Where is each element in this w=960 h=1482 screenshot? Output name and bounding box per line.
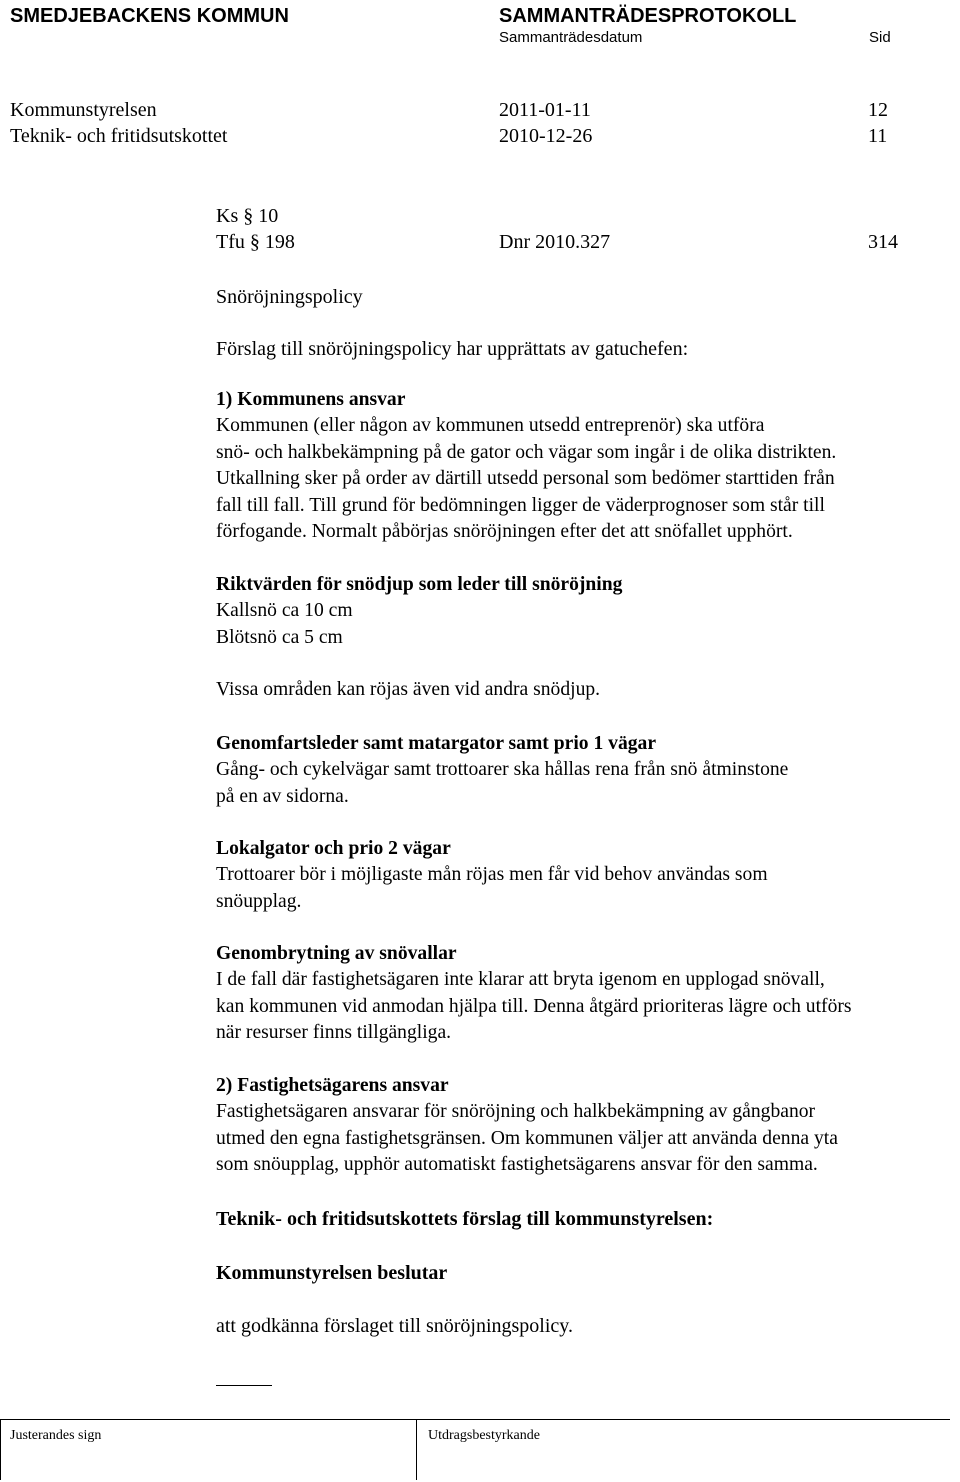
text-line: när resurser finns tillgängliga. [216, 1022, 452, 1044]
intro-text: Förslag till snöröjningspolicy har upprättats av gatuchefen: [216, 338, 689, 360]
meeting-date-2: 2010-12-26 [499, 125, 593, 147]
text-line: som snöupplag, upphör automatiskt fastighetsägarens ansvar för den samma. [216, 1154, 818, 1176]
section-heading: 2) Fastighetsägarens ansvar [216, 1075, 449, 1096]
diary-number-suffix: 314 [868, 231, 898, 253]
meeting-page-1: 12 [868, 99, 888, 121]
text-line: I de fall där fastighetsägaren inte klarar att bryta igenom en upplogad snövall, [216, 969, 825, 991]
text-line: på en av sidorna. [216, 785, 349, 807]
section-heading: 1) Kommunens ansvar [216, 389, 406, 410]
meeting-date-1: 2011-01-11 [499, 99, 591, 121]
section-heading: Genombrytning av snövallar [216, 943, 457, 964]
doc-type: SAMMANTRÄDESPROTOKOLL [499, 5, 797, 27]
text-line: fall till fall. Till grund för bedömningen ligger de väderprognoser som står till [216, 494, 825, 516]
text-line: Blötsnö ca 5 cm [216, 626, 343, 648]
text-line: Trottoarer bör i möjligaste mån röjas men får vid behov användas som [216, 864, 768, 886]
section-heading: Genomfartsleder samt matargator samt prio 1 vägar [216, 733, 657, 754]
extract-certification-label: Utdragsbestyrkande [428, 1428, 540, 1443]
closing-rule [216, 1385, 272, 1386]
text-line: snö- och halkbekämpning på de gator och vägar som ingår i de olika distrikten. [216, 441, 837, 463]
text-line: förfogande. Normalt påbörjas snöröjningen efter det att snöfallet upphört. [216, 521, 793, 543]
text-line: Vissa områden kan röjas även vid andra snödjup. [216, 679, 601, 701]
section-through-roads [216, 731, 960, 810]
date-label: Sammanträdesdatum [499, 29, 643, 46]
section-municipality-responsibility [216, 387, 960, 545]
tfu-paragraph: Tfu § 198 [216, 231, 295, 253]
section-heading: Lokalgator och prio 2 vägar [216, 838, 451, 859]
footer-divider-left [0, 1420, 1, 1480]
decision-text: att godkänna förslaget till snöröjningspolicy. [216, 1315, 573, 1337]
text-line: Fastighetsägaren ansvarar för snöröjning och halkbekämpning av gångbanor [216, 1101, 816, 1123]
text-line: Utkallning sker på order av därtill utsedd personal som bedömer starttiden från [216, 468, 835, 490]
text-line: snöupplag. [216, 890, 302, 912]
text-line: utmed den egna fastighetsgränsen. Om kommunen väljer att använda denna yta [216, 1127, 838, 1149]
page-title: Snöröjningspolicy [216, 286, 363, 308]
diary-number: Dnr 2010.327 [499, 231, 611, 253]
section-property-owner-responsibility [216, 1073, 960, 1179]
meeting-body-1: Kommunstyrelsen [10, 99, 157, 121]
section-guideline-values [216, 572, 960, 704]
org-name: SMEDJEBACKENS KOMMUN [10, 5, 289, 27]
meeting-page-2: 11 [868, 125, 888, 147]
section-local-streets [216, 836, 960, 915]
footer-divider-mid [416, 1420, 417, 1480]
footer-rule [0, 1419, 950, 1420]
text-line: kan kommunen vid anmodan hjälpa till. Denna åtgärd prioriteras lägre och utförs [216, 995, 852, 1017]
text-line: Gång- och cykelvägar samt trottoarer ska hållas rena från snö åtminstone [216, 759, 789, 781]
decision-heading: Kommunstyrelsen beslutar [216, 1262, 448, 1284]
page-label: Sid [869, 29, 891, 46]
section-heading: Riktvärden för snödjup som leder till snöröjning [216, 574, 623, 595]
section-snowbank-breaking [216, 941, 960, 1047]
signature-label: Justerandes sign [10, 1428, 102, 1443]
ks-paragraph: Ks § 10 [216, 205, 279, 227]
proposal-heading: Teknik- och fritidsutskottets förslag till kommunstyrelsen: [216, 1208, 714, 1230]
text-line: Kommunen (eller någon av kommunen utsedd entreprenör) ska utföra [216, 415, 765, 437]
text-line: Kallsnö ca 10 cm [216, 600, 353, 622]
meeting-body-2: Teknik- och fritidsutskottet [10, 125, 228, 147]
